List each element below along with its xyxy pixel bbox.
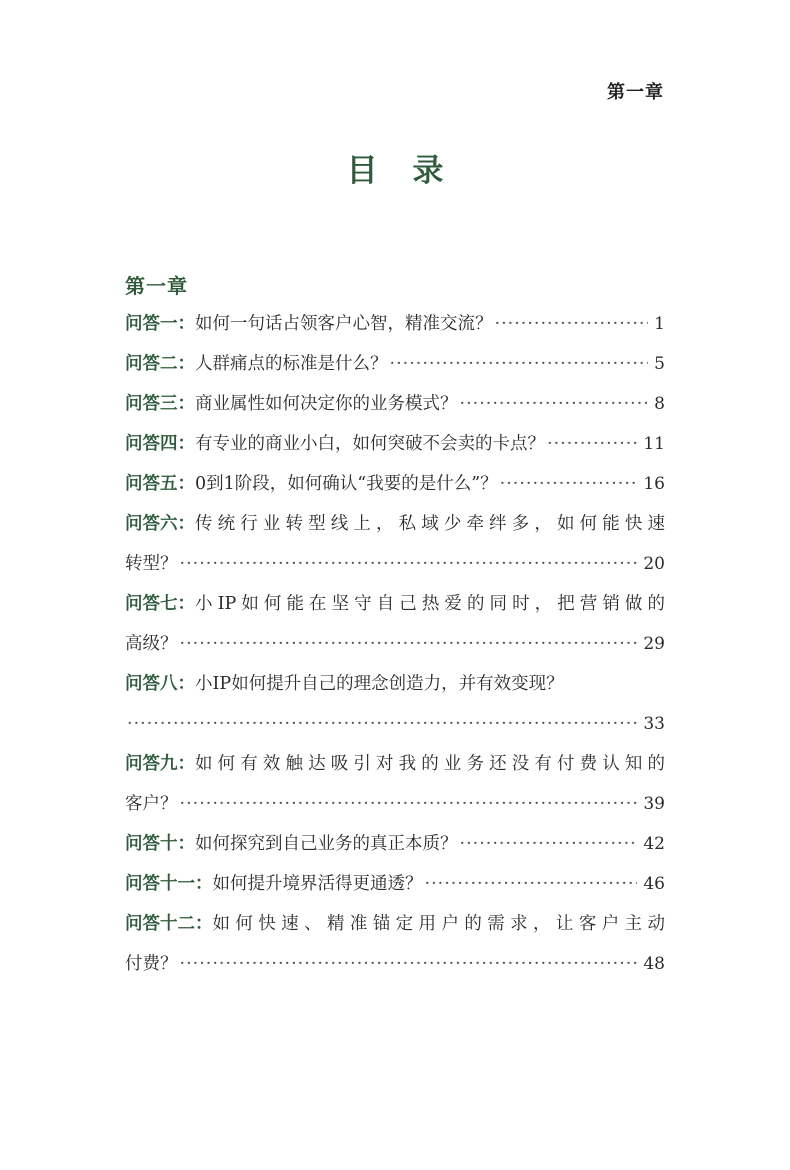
entry-title: 0到1阶段，如何确认“我要的是什么”？ xyxy=(195,474,498,494)
entry-label: 问答二： xyxy=(125,354,195,374)
entry-label: 问答九： xyxy=(125,754,195,774)
toc-entry-3[interactable] xyxy=(125,384,665,424)
entry-label: 问答五： xyxy=(125,474,195,494)
entry-title: 如何有效触达吸引对我的业务还没有付费认知的 xyxy=(195,754,665,774)
entry-label: 问答八： xyxy=(125,674,195,694)
entry-title-continued: 转型？ xyxy=(125,554,178,574)
entry-label: 问答六： xyxy=(125,514,195,534)
page-number: 11 xyxy=(643,434,665,454)
toc-entry-8[interactable] xyxy=(125,664,665,704)
toc-entry-6[interactable] xyxy=(125,504,665,544)
entry-title: 有专业的商业小白，如何突破不会卖的卡点？ xyxy=(195,434,545,454)
entry-title: 如何一句话占领客户心智，精准交流？ xyxy=(195,314,493,334)
entry-label: 问答七： xyxy=(125,594,195,614)
page-number: 33 xyxy=(643,714,665,734)
toc-entry-8-continued[interactable] xyxy=(125,704,665,744)
toc-entry-9-continued[interactable] xyxy=(125,784,665,824)
entry-title-continued: 付费？ xyxy=(125,954,178,974)
dot-leader xyxy=(547,424,637,464)
entry-title: 传统行业转型线上，私域少牵绊多，如何能快速 xyxy=(195,514,665,534)
running-head: 第一章 xyxy=(607,82,664,103)
toc-entry-10[interactable] xyxy=(125,824,665,864)
dot-leader xyxy=(127,704,637,744)
toc-entry-1[interactable] xyxy=(125,304,665,344)
dot-leader xyxy=(495,304,649,344)
dot-leader xyxy=(390,344,649,384)
toc-entry-11[interactable] xyxy=(125,864,665,904)
page-number: 42 xyxy=(643,834,665,854)
toc-entry-6-continued[interactable] xyxy=(125,544,665,584)
toc-entry-7-continued[interactable] xyxy=(125,624,665,664)
chapter-heading: 第一章 xyxy=(125,274,188,298)
page-number: 5 xyxy=(654,354,665,374)
dot-leader xyxy=(425,864,638,904)
table-of-contents xyxy=(125,268,665,984)
page-title: 目 录 xyxy=(346,153,456,189)
page-number: 20 xyxy=(643,554,665,574)
entry-label: 问答十二： xyxy=(125,914,213,934)
entry-title: 如何快速、精准锚定用户的需求，让客户主动 xyxy=(212,914,665,934)
entry-title: 小IP如何提升自己的理念创造力，并有效变现？ xyxy=(195,674,564,694)
entry-label: 问答四： xyxy=(125,434,195,454)
entry-label: 问答一： xyxy=(125,314,195,334)
entry-title: 人群痛点的标准是什么？ xyxy=(195,354,388,374)
dot-leader xyxy=(180,784,638,824)
toc-entry-9[interactable] xyxy=(125,744,665,784)
entry-title: 如何提升境界活得更通透？ xyxy=(212,874,423,894)
page-number: 39 xyxy=(643,794,665,814)
toc-entry-2[interactable] xyxy=(125,344,665,384)
entry-label: 问答三： xyxy=(125,394,195,414)
dot-leader xyxy=(460,384,649,424)
toc-entry-5[interactable] xyxy=(125,464,665,504)
page-number: 46 xyxy=(643,874,665,894)
dot-leader xyxy=(180,544,638,584)
entry-title-continued: 高级？ xyxy=(125,634,178,654)
page-number: 29 xyxy=(643,634,665,654)
page-number: 8 xyxy=(654,394,665,414)
page-number: 48 xyxy=(643,954,665,974)
entry-label: 问答十一： xyxy=(125,874,213,894)
page-number: 16 xyxy=(643,474,665,494)
toc-entry-4[interactable] xyxy=(125,424,665,464)
entry-label: 问答十： xyxy=(125,834,195,854)
dot-leader xyxy=(460,824,638,864)
dot-leader xyxy=(180,624,638,664)
dot-leader xyxy=(180,944,638,984)
page-number: 1 xyxy=(654,314,665,334)
dot-leader xyxy=(500,464,638,504)
toc-entry-12-continued[interactable] xyxy=(125,944,665,984)
entry-title: 如何探究到自己业务的真正本质？ xyxy=(195,834,458,854)
toc-entry-7[interactable] xyxy=(125,584,665,624)
entry-title-continued: 客户？ xyxy=(125,794,178,814)
entry-title: 小IP如何能在坚守自己热爱的同时，把营销做的 xyxy=(195,594,665,614)
entry-title: 商业属性如何决定你的业务模式？ xyxy=(195,394,458,414)
toc-entry-12[interactable] xyxy=(125,904,665,944)
